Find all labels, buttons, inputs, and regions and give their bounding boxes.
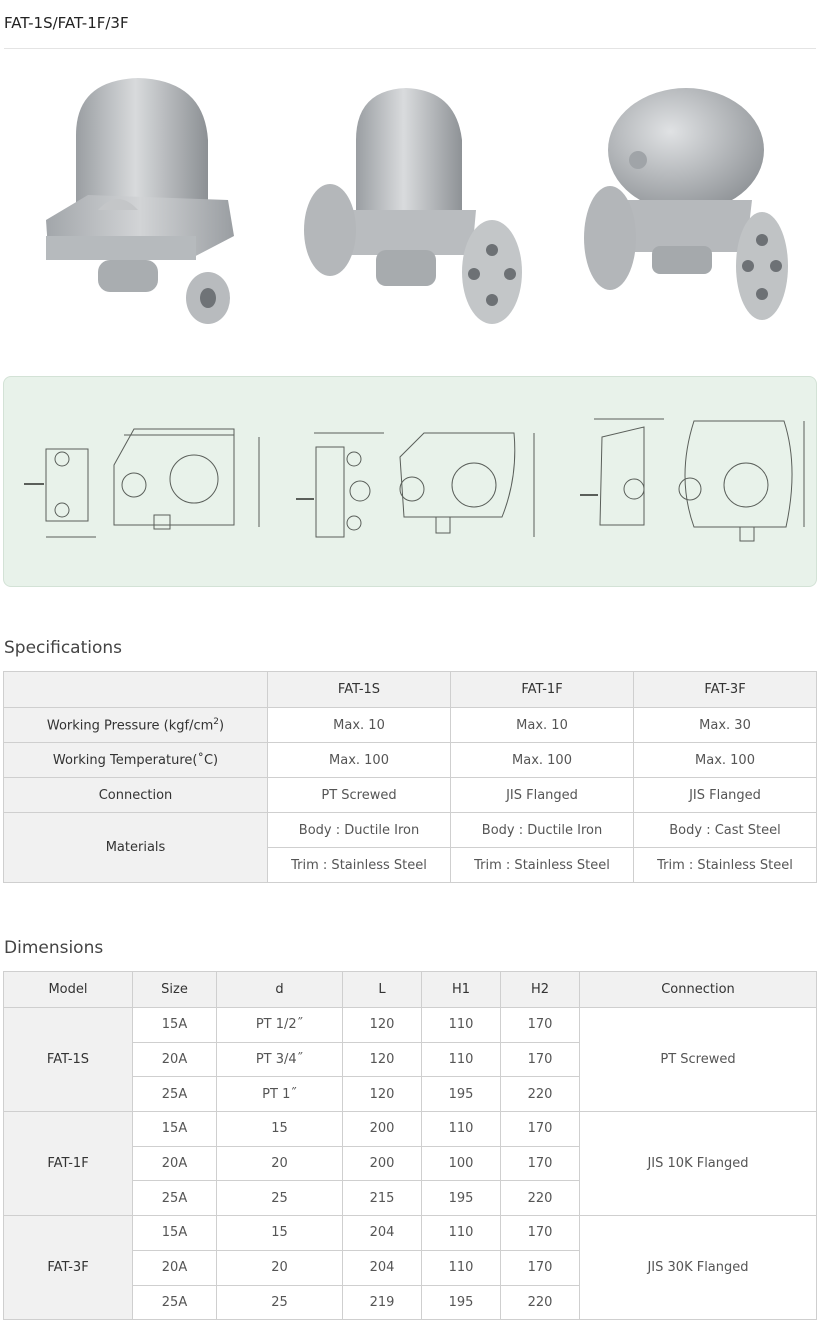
table-cell: Max. 100 [268,743,451,778]
table-row [4,708,817,743]
table-cell: 20 [217,1250,343,1285]
header-cell: L [343,972,422,1008]
page-title: FAT-1S/FAT-1F/3F [4,14,129,32]
header-cell: H2 [501,972,580,1008]
table-cell: Max. 10 [451,708,634,743]
table-cell: 110 [422,1008,501,1043]
table-row [4,1112,817,1147]
table-cell: 220 [501,1285,580,1320]
model-cell: FAT-3F [4,1216,133,1320]
connection-cell: JIS 10K Flanged [580,1112,817,1216]
technical-drawing-panel [3,376,817,587]
product-image-fat-3f [576,60,806,330]
table-cell: Max. 100 [634,743,817,778]
table-cell: 170 [501,1216,580,1251]
table-cell: Max. 10 [268,708,451,743]
header-cell: Connection [580,972,817,1008]
table-cell: 195 [422,1077,501,1112]
header-cell: FAT-3F [634,672,817,708]
table-row [4,1008,817,1043]
table-cell: 204 [343,1250,422,1285]
table-cell: 20 [217,1146,343,1181]
dimensions-table [3,971,817,1320]
table-cell: 100 [422,1146,501,1181]
table-cell: Body : Cast Steel [634,813,817,848]
table-cell: 25 [217,1181,343,1216]
table-cell: 110 [422,1216,501,1251]
header-cell: Size [133,972,217,1008]
header-cell-empty [4,672,268,708]
table-row [4,778,817,813]
table-cell: 219 [343,1285,422,1320]
table-cell: 170 [501,1146,580,1181]
table-row [4,1216,817,1251]
table-cell: 25A [133,1077,217,1112]
row-label: Working Pressure $(kgf/cm^2)$ [4,708,268,743]
table-cell: Body : Ductile Iron [451,813,634,848]
dimension-drawings [4,377,816,586]
table-cell: 170 [501,1112,580,1147]
table-row [4,813,817,848]
table-cell: 15A [133,1216,217,1251]
table-cell: 200 [343,1112,422,1147]
table-cell: 170 [501,1250,580,1285]
table-cell: 20A [133,1146,217,1181]
table-cell: 200 [343,1146,422,1181]
table-cell: 195 [422,1181,501,1216]
table-cell: 110 [422,1250,501,1285]
table-cell: 120 [343,1042,422,1077]
table-cell: Trim : Stainless Steel [451,848,634,883]
model-cell: FAT-1S [4,1008,133,1112]
table-cell: PT 1/2˝ [217,1008,343,1043]
table-cell: 195 [422,1285,501,1320]
table-cell: 215 [343,1181,422,1216]
table-cell: PT Screwed [268,778,451,813]
header-cell: d [217,972,343,1008]
table-cell: 15A [133,1008,217,1043]
row-label: Working Temperature(˚C) [4,743,268,778]
table-cell: 220 [501,1181,580,1216]
table-cell: 15 [217,1216,343,1251]
table-cell: JIS Flanged [634,778,817,813]
dimensions-heading: Dimensions [4,938,104,958]
table-cell: 25A [133,1181,217,1216]
table-cell: Body : Ductile Iron [268,813,451,848]
table-cell: PT 1˝ [217,1077,343,1112]
drawing-fat-1s [24,429,259,537]
drawing-fat-1f [296,433,534,537]
table-header-row [4,672,817,708]
table-row [4,743,817,778]
table-cell: Trim : Stainless Steel [268,848,451,883]
table-cell: Max. 100 [451,743,634,778]
connection-cell: PT Screwed [580,1008,817,1112]
table-cell: 20A [133,1250,217,1285]
table-cell: 25 [217,1285,343,1320]
table-cell: 25A [133,1285,217,1320]
table-cell: 204 [343,1216,422,1251]
table-cell: Max. 30 [634,708,817,743]
row-label: Connection [4,778,268,813]
header-cell: FAT-1F [451,672,634,708]
title-divider [4,48,816,49]
table-cell: 120 [343,1008,422,1043]
product-photos [4,60,816,350]
table-header-row [4,972,817,1008]
table-cell: 110 [422,1112,501,1147]
header-cell: H1 [422,972,501,1008]
drawing-fat-3f [580,419,804,541]
table-cell: JIS Flanged [451,778,634,813]
connection-cell: JIS 30K Flanged [580,1216,817,1320]
row-label: Materials [4,813,268,883]
table-cell: PT 3/4˝ [217,1042,343,1077]
model-cell: FAT-1F [4,1112,133,1216]
table-cell: 170 [501,1042,580,1077]
table-cell: 170 [501,1008,580,1043]
table-cell: 20A [133,1042,217,1077]
table-cell: 220 [501,1077,580,1112]
product-image-fat-1s [38,60,238,330]
table-cell: 110 [422,1042,501,1077]
table-cell: 120 [343,1077,422,1112]
table-cell: 15 [217,1112,343,1147]
specifications-heading: Specifications [4,638,123,658]
table-cell: Trim : Stainless Steel [634,848,817,883]
header-cell: Model [4,972,133,1008]
specifications-table [3,671,817,883]
product-image-fat-1f [296,60,526,330]
table-cell: 15A [133,1112,217,1147]
header-cell: FAT-1S [268,672,451,708]
